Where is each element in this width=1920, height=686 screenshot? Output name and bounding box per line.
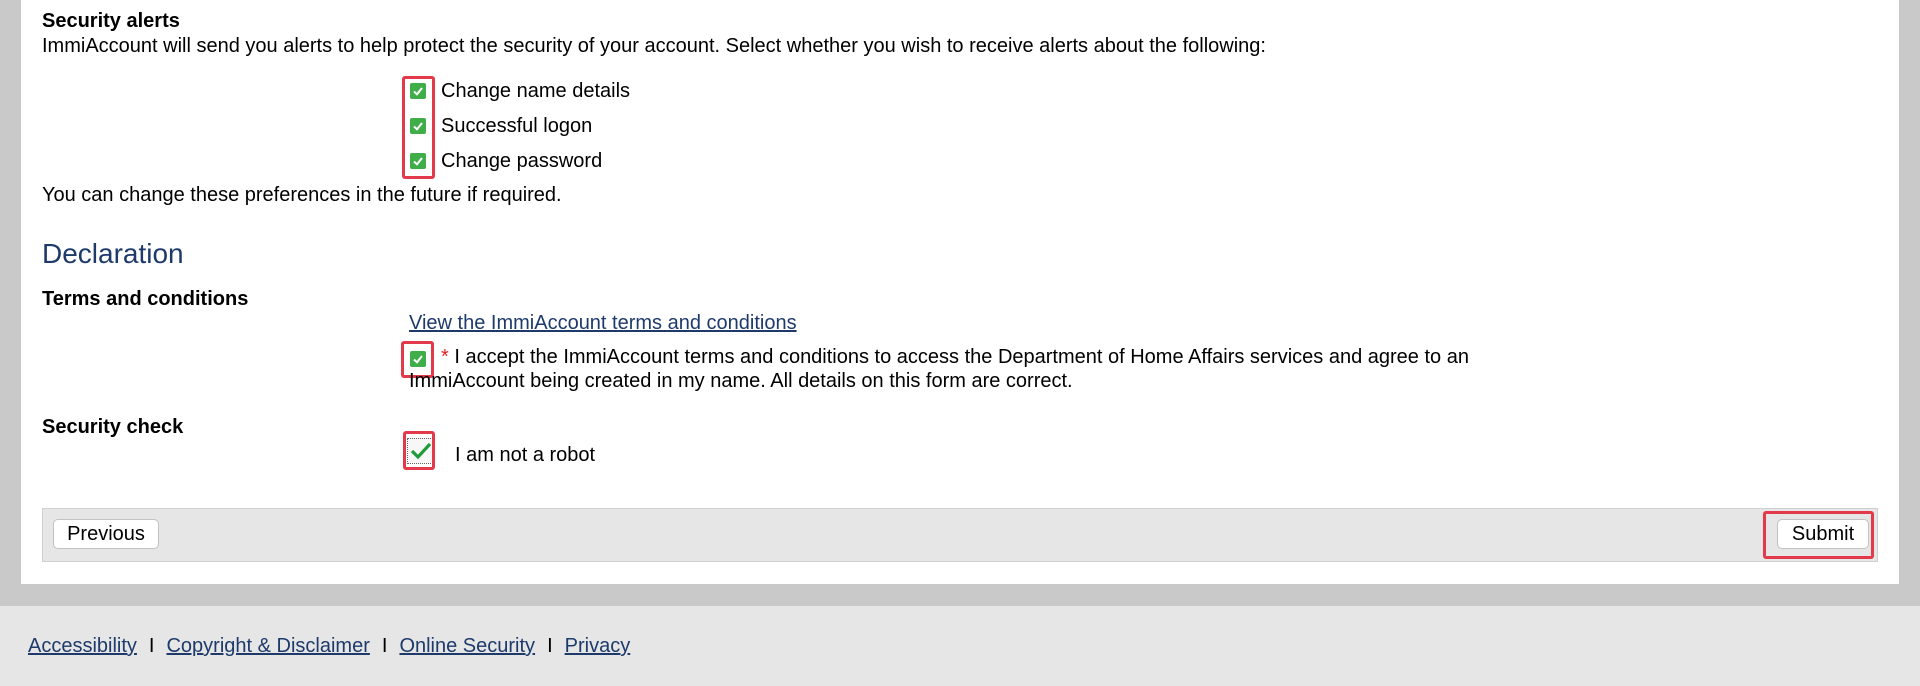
check-icon xyxy=(412,155,424,167)
terms-link[interactable]: View the ImmiAccount terms and conditions xyxy=(409,312,797,334)
required-marker: * xyxy=(441,346,449,368)
footer-links xyxy=(28,634,630,658)
accept-terms-text xyxy=(441,345,1469,369)
alert-change-name-label: Change name details xyxy=(441,80,631,102)
alert-change-name-checkbox[interactable] xyxy=(410,83,426,99)
form-actions-bar xyxy=(42,508,1878,562)
accept-terms-line1: I accept the ImmiAccount terms and conditions to access the Department of Home Affairs services and agree to an xyxy=(454,346,1469,368)
check-icon xyxy=(412,85,424,97)
robot-checkbox-highlight xyxy=(403,431,435,470)
check-icon xyxy=(412,120,424,132)
alert-successful-logon-label: Successful logon xyxy=(441,115,593,137)
page-footer xyxy=(0,606,1920,686)
footer-separator: I xyxy=(148,635,155,657)
footer-link-accessibility[interactable]: Accessibility xyxy=(28,635,137,657)
security-alerts-description: ImmiAccount will send you alerts to help protect the security of your account. Select whether you wish to receive alerts about the following: xyxy=(42,35,1266,57)
alert-change-password-checkbox[interactable] xyxy=(410,153,426,169)
accept-terms-checkbox[interactable] xyxy=(410,351,426,367)
terms-heading: Terms and conditions xyxy=(42,288,249,310)
footer-link-privacy[interactable]: Privacy xyxy=(564,635,631,657)
security-alerts-heading: Security alerts xyxy=(42,10,180,32)
security-check-heading: Security check xyxy=(42,416,184,438)
form-panel xyxy=(21,0,1899,584)
previous-button[interactable]: Previous xyxy=(53,519,159,549)
alert-change-password-label: Change password xyxy=(441,150,603,172)
check-icon xyxy=(412,353,424,365)
footer-separator: I xyxy=(547,635,553,657)
alert-successful-logon-checkbox[interactable] xyxy=(410,118,426,134)
footer-separator: I xyxy=(381,635,388,657)
preferences-note: You can change these preferences in the future if required. xyxy=(42,184,562,206)
declaration-heading: Declaration xyxy=(42,238,184,269)
footer-link-online-security[interactable]: Online Security xyxy=(399,635,536,657)
accept-terms-line2: ImmiAccount being created in my name. All details on this form are correct. xyxy=(409,370,1073,392)
footer-link-copyright[interactable]: Copyright & Disclaimer xyxy=(166,635,370,657)
submit-button[interactable]: Submit xyxy=(1777,519,1869,549)
not-a-robot-label: I am not a robot xyxy=(455,444,596,466)
